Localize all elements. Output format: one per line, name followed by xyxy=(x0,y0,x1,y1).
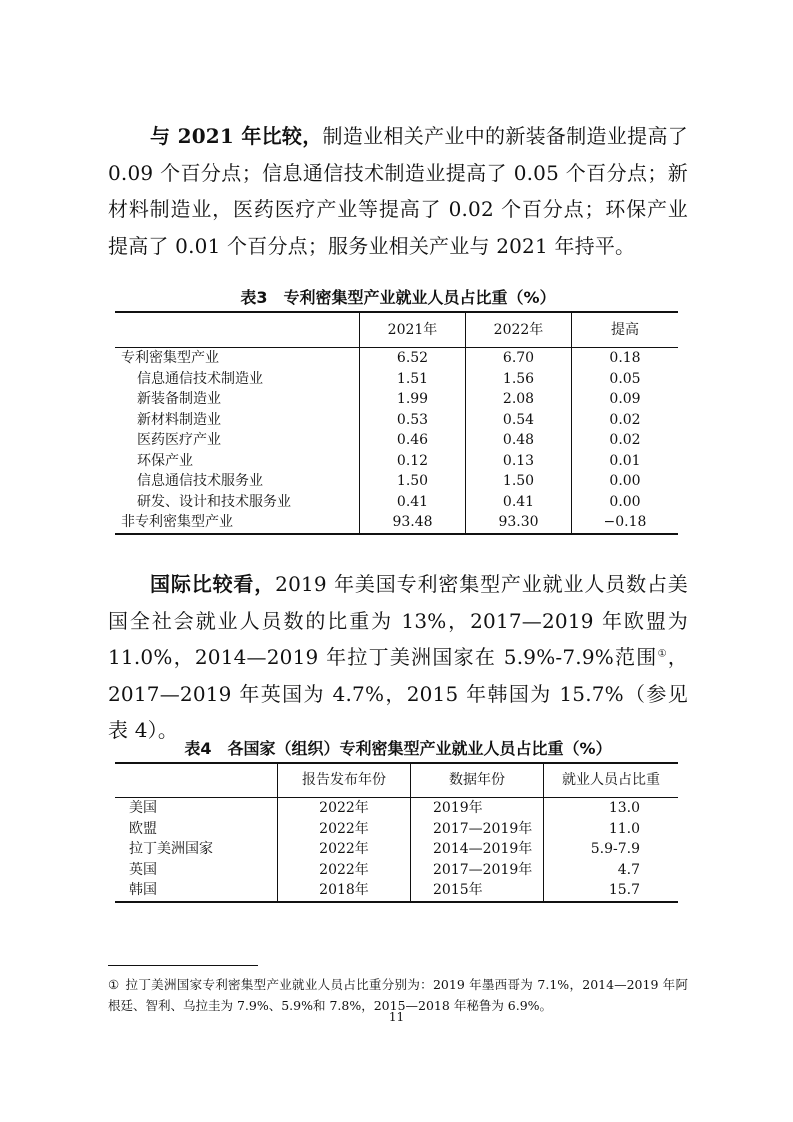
cell-2022: 2.08 xyxy=(466,389,572,410)
table3-caption: 表3 专利密集型产业就业人员占比重（%） xyxy=(240,288,556,307)
footnote-reference: ① xyxy=(657,648,668,660)
table-row xyxy=(115,389,678,410)
table3-header-2021: 2021年 xyxy=(360,312,466,348)
paragraph-international-comparison xyxy=(108,566,688,749)
cell-2021: 0.46 xyxy=(360,430,466,451)
table-row xyxy=(115,451,678,472)
footnote-mark: ① xyxy=(108,977,120,992)
cell-report-year: 2018年 xyxy=(278,880,411,902)
cell-report-year: 2022年 xyxy=(278,839,411,860)
row-label: 研发、设计和技术服务业 xyxy=(137,493,291,510)
country-name: 美国 xyxy=(129,800,157,816)
cell-share: 15.7 xyxy=(544,880,679,902)
cell-report-year: 2022年 xyxy=(278,860,411,881)
row-label: 信息通信技术制造业 xyxy=(137,370,263,387)
cell-increase: 0.00 xyxy=(572,492,679,513)
row-label: 专利密集型产业 xyxy=(121,350,219,366)
paragraph-lead: 国际比较看， xyxy=(150,572,276,596)
cell-increase: 0.01 xyxy=(572,451,679,472)
paragraph-text: 制造业相关产业中的新装备制造业提高了 0.09 个百分点；信息通信技术制造业提高了 0.05 个百分点；新材料制造业，医药医疗产业等提高了 0.02 个百分点；环保产业提高了 0.01 个百分点；服务业相关产业与 2021 年持平。 xyxy=(108,124,688,258)
cell-2021: 0.41 xyxy=(360,492,466,513)
footnote-text: 拉丁美洲国家专利密集型产业就业人员占比重分别为：2019 年墨西哥为 7.1%，2014—2019 年阿根廷、智利、乌拉圭为 7.9%、5.9%和 7.8%，2015—2018 年秘鲁为 6.9%。 xyxy=(108,977,688,1013)
row-label: 非专利密集型产业 xyxy=(121,514,233,530)
cell-share: 13.0 xyxy=(544,798,679,819)
table-row xyxy=(115,410,678,431)
paragraph-lead: 与 2021 年比较， xyxy=(150,124,323,148)
cell-data-year: 2017—2019年 xyxy=(411,860,544,881)
cell-increase: 0.09 xyxy=(572,389,679,410)
cell-increase: 0.02 xyxy=(572,410,679,431)
cell-2022: 0.48 xyxy=(466,430,572,451)
paragraph-text: 2019 年美国专利密集型产业就业人员数占美国全社会就业人员数的比重为 13%，2017—2019 年欧盟为 11.0%，2014—2019 年拉丁美洲国家在 5.9%-7.9%范围 xyxy=(108,572,689,669)
cell-increase: 0.02 xyxy=(572,430,679,451)
cell-2022: 6.70 xyxy=(466,348,572,369)
cell-increase: 0.05 xyxy=(572,369,679,390)
country-name: 英国 xyxy=(129,861,157,878)
cell-data-year: 2019年 xyxy=(411,798,544,819)
row-label: 新装备制造业 xyxy=(137,391,221,407)
table-row xyxy=(115,798,678,819)
row-label: 医药医疗产业 xyxy=(137,432,221,448)
table-row xyxy=(115,860,678,881)
table3-header-increase: 提高 xyxy=(572,312,679,348)
cell-2022: 1.56 xyxy=(466,369,572,390)
cell-share: 11.0 xyxy=(544,819,679,840)
table-row xyxy=(115,430,678,451)
cell-2021: 0.12 xyxy=(360,451,466,472)
cell-data-year: 2015年 xyxy=(411,880,544,902)
cell-2021: 1.50 xyxy=(360,471,466,492)
table4-header-blank xyxy=(115,763,278,798)
table-row xyxy=(115,512,678,534)
table4-header-data-year: 数据年份 xyxy=(411,763,544,798)
table4-header-report-year: 报告发布年份 xyxy=(278,763,411,798)
page-number: 11 xyxy=(388,1010,405,1024)
cell-2021: 1.99 xyxy=(360,389,466,410)
cell-increase: 0.00 xyxy=(572,471,679,492)
table3 xyxy=(115,311,678,535)
cell-2021: 0.53 xyxy=(360,410,466,431)
country-name: 拉丁美洲国家 xyxy=(129,841,213,857)
table-row xyxy=(115,348,678,369)
cell-share: 4.7 xyxy=(544,860,679,881)
cell-2022: 0.13 xyxy=(466,451,572,472)
table-row xyxy=(115,492,678,513)
cell-2022: 93.30 xyxy=(466,512,572,534)
table-row xyxy=(115,839,678,860)
table3-header-blank xyxy=(115,312,360,348)
table4 xyxy=(115,762,678,903)
row-label: 信息通信技术服务业 xyxy=(137,473,263,489)
paragraph-domestic-comparison xyxy=(108,118,688,264)
table4-caption: 表4 各国家（组织）专利密集型产业就业人员占比重（%） xyxy=(184,739,612,758)
table4-header-share: 就业人员占比重 xyxy=(544,763,679,798)
cell-2022: 1.50 xyxy=(466,471,572,492)
cell-2022: 0.41 xyxy=(466,492,572,513)
paragraph-text-continued: ，2017—2019 年英国为 4.7%，2015 年韩国为 15.7%（参见表 4）。 xyxy=(108,645,688,742)
cell-2021: 1.51 xyxy=(360,369,466,390)
cell-2021: 93.48 xyxy=(360,512,466,534)
cell-increase: −0.18 xyxy=(572,512,679,534)
footnote-divider xyxy=(108,965,258,966)
table-row xyxy=(115,471,678,492)
cell-share: 5.9-7.9 xyxy=(544,839,679,860)
cell-report-year: 2022年 xyxy=(278,819,411,840)
cell-2022: 0.54 xyxy=(466,410,572,431)
country-name: 欧盟 xyxy=(129,820,157,837)
row-label: 环保产业 xyxy=(137,452,193,469)
cell-data-year: 2017—2019年 xyxy=(411,819,544,840)
table-row xyxy=(115,880,678,902)
cell-increase: 0.18 xyxy=(572,348,679,369)
country-name: 韩国 xyxy=(129,882,157,898)
cell-2021: 6.52 xyxy=(360,348,466,369)
table-row xyxy=(115,819,678,840)
row-label: 新材料制造业 xyxy=(137,411,221,428)
table3-header-2022: 2022年 xyxy=(466,312,572,348)
cell-data-year: 2014—2019年 xyxy=(411,839,544,860)
table-row xyxy=(115,369,678,390)
cell-report-year: 2022年 xyxy=(278,798,411,819)
